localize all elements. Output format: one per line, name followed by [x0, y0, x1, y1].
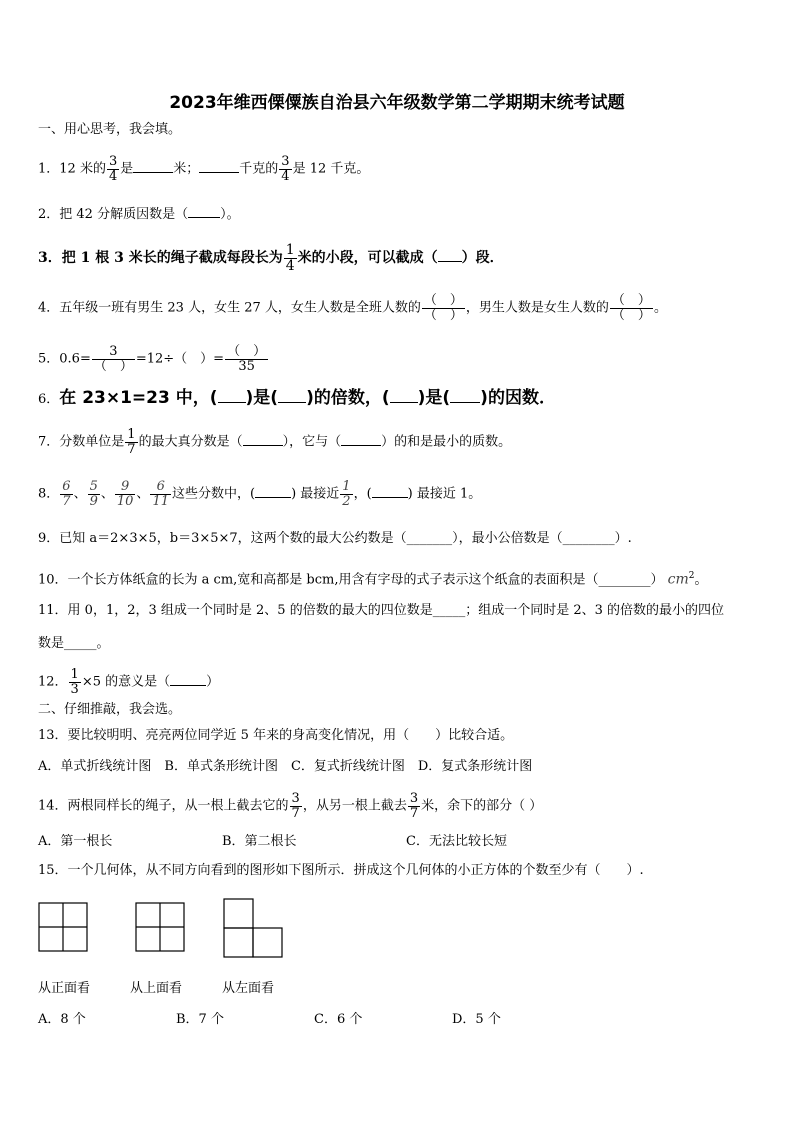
fraction: $\frac{1}{4}$ — [285, 242, 295, 274]
question-10: 10．一个长方体纸盒的长为 a cm,宽和高都是 bcm,用含有字母的式子表示这个纸盒的表面积是（________） $cm^2$。 — [38, 571, 708, 588]
fraction: $\frac{3}{( )}$ — [93, 344, 133, 374]
left-view-figure — [223, 898, 285, 958]
fraction: $\frac{( )}{( )}$ — [611, 293, 651, 323]
section-2-heading: 二、仔细推敲，我会选。 — [38, 702, 182, 717]
question-11-line-1: 11．用 0，1，2，3 组成一个同时是 2、5 的倍数的最大的四位数是_____；组成一个同时是 2、3 的倍数的最小的四位 — [38, 603, 725, 618]
fraction: $\frac{6}{11}$ — [152, 479, 169, 509]
answer-blank — [341, 433, 381, 446]
option-a: A．第一根长 — [38, 834, 113, 849]
option-d: D．5 个 — [452, 1012, 501, 1027]
top-view-figure — [135, 902, 185, 952]
option-a: A．8 个 — [38, 1012, 86, 1027]
answer-blank — [390, 390, 418, 403]
option-b: B．第二根长 — [222, 834, 297, 849]
answer-blank — [218, 390, 246, 403]
answer-blank — [438, 249, 462, 262]
answer-blank — [278, 390, 306, 403]
answer-blank — [372, 485, 408, 498]
question-15: 15．一个几何体，从不同方向看到的图形如下图所示．拼成这个几何体的小正方体的个数至少有（ ）. — [38, 863, 644, 878]
question-7: 7．分数单位是 $\frac{1}{7}$ 的最大真分数是（ ），它与（ ）的和是最小的质数。 — [38, 427, 512, 457]
question-14: 14．两根同样长的绳子，从一根上截去它的 $\frac{3}{7}$ ，从另一根上截去 $\frac{3}{7}$ 米，余下的部分（ ） — [38, 791, 543, 821]
fraction: $\frac{1}{7}$ — [127, 427, 136, 457]
question-2: 2．把 42 分解质因数是（ ）。 — [38, 207, 240, 222]
fraction: $\frac{9}{10}$ — [116, 479, 134, 509]
page-title: 2023年维西傈僳族自治县六年级数学第二学期期末统考试题 — [169, 93, 625, 113]
fraction: $\frac{6}{7}$ — [62, 479, 71, 509]
question-12: 12． $\frac{1}{3}$ ×5 的意义是（ ） — [38, 667, 220, 697]
fraction: $\frac{( )}{35}$ — [227, 344, 267, 374]
question-13-options: A．单式折线统计图 B．单式条形统计图 C．复式折线统计图 D．复式条形统计图 — [38, 759, 533, 774]
answer-blank — [170, 673, 206, 686]
caption-front-view: 从正面看 — [38, 981, 91, 996]
answer-blank — [133, 160, 173, 173]
caption-top-view: 从上面看 — [130, 981, 183, 996]
option-c: C．6 个 — [314, 1012, 363, 1027]
question-9: 9．已知 a＝2×3×5，b＝3×5×7，这两个数的最大公约数是（_______），最小公倍数是（________）. — [38, 531, 632, 546]
front-view-figure — [38, 902, 88, 952]
option-b: B．7 个 — [176, 1012, 224, 1027]
fraction: $\frac{3}{7}$ — [291, 791, 300, 821]
question-8: 8． $\frac{6}{7}$ 、 $\frac{5}{9}$ 、 $\frac{9}{10}$ 、 $\frac{6}{11}$ 这些分数中，( ) 最接近 $\frac{1}{2}$ ，( ) 最接近 1。 — [38, 479, 482, 509]
answer-blank — [243, 433, 283, 446]
question-1: 1．12 米的 $\frac{3}{4}$ 是 米； 千克的 $\frac{3}{4}$ 是 12 千克。 — [38, 154, 370, 184]
fraction: $\frac{3}{7}$ — [409, 791, 419, 821]
caption-left-view: 从左面看 — [222, 981, 275, 996]
question-3: 3．把 1 根 3 米长的绳子截成每段长为 $\frac{1}{4}$ 米的小段，可以截成（ ）段． — [38, 242, 504, 274]
question-13: 13．要比较明明、亮亮两位同学近 5 年来的身高变化情况，用（ ）比较合适。 — [38, 728, 514, 743]
answer-blank — [255, 485, 291, 498]
answer-blank — [450, 390, 480, 403]
section-1-heading: 一、用心思考，我会填。 — [38, 122, 182, 137]
fraction: $\frac{( )}{( )}$ — [423, 293, 463, 323]
answer-blank — [188, 205, 220, 218]
question-6: 6．在 23×1=23 中，( )是( )的倍数，( )是( )的因数． — [38, 388, 556, 408]
answer-blank — [199, 160, 239, 173]
fraction: $\frac{3}{4}$ — [108, 154, 118, 184]
question-11-line-2: 数是_____。 — [38, 636, 110, 651]
question-4: 4．五年级一班有男生 23 人，女生 27 人，女生人数是全班人数的 $\frac{( )}{( )}$ ，男生人数是女生人数的 $\frac{( )}{( )}$ 。 — [38, 293, 667, 323]
fraction: $\frac{1}{3}$ — [70, 667, 79, 697]
question-5: 5．0.6= $\frac{3}{( )}$ =12÷（ ）= $\frac{( )}{35}$ — [38, 344, 267, 374]
fraction: $\frac{3}{4}$ — [281, 154, 290, 184]
fraction: $\frac{5}{9}$ — [89, 479, 98, 509]
option-c: C．无法比较长短 — [406, 834, 507, 849]
fraction: $\frac{1}{2}$ — [342, 479, 351, 509]
